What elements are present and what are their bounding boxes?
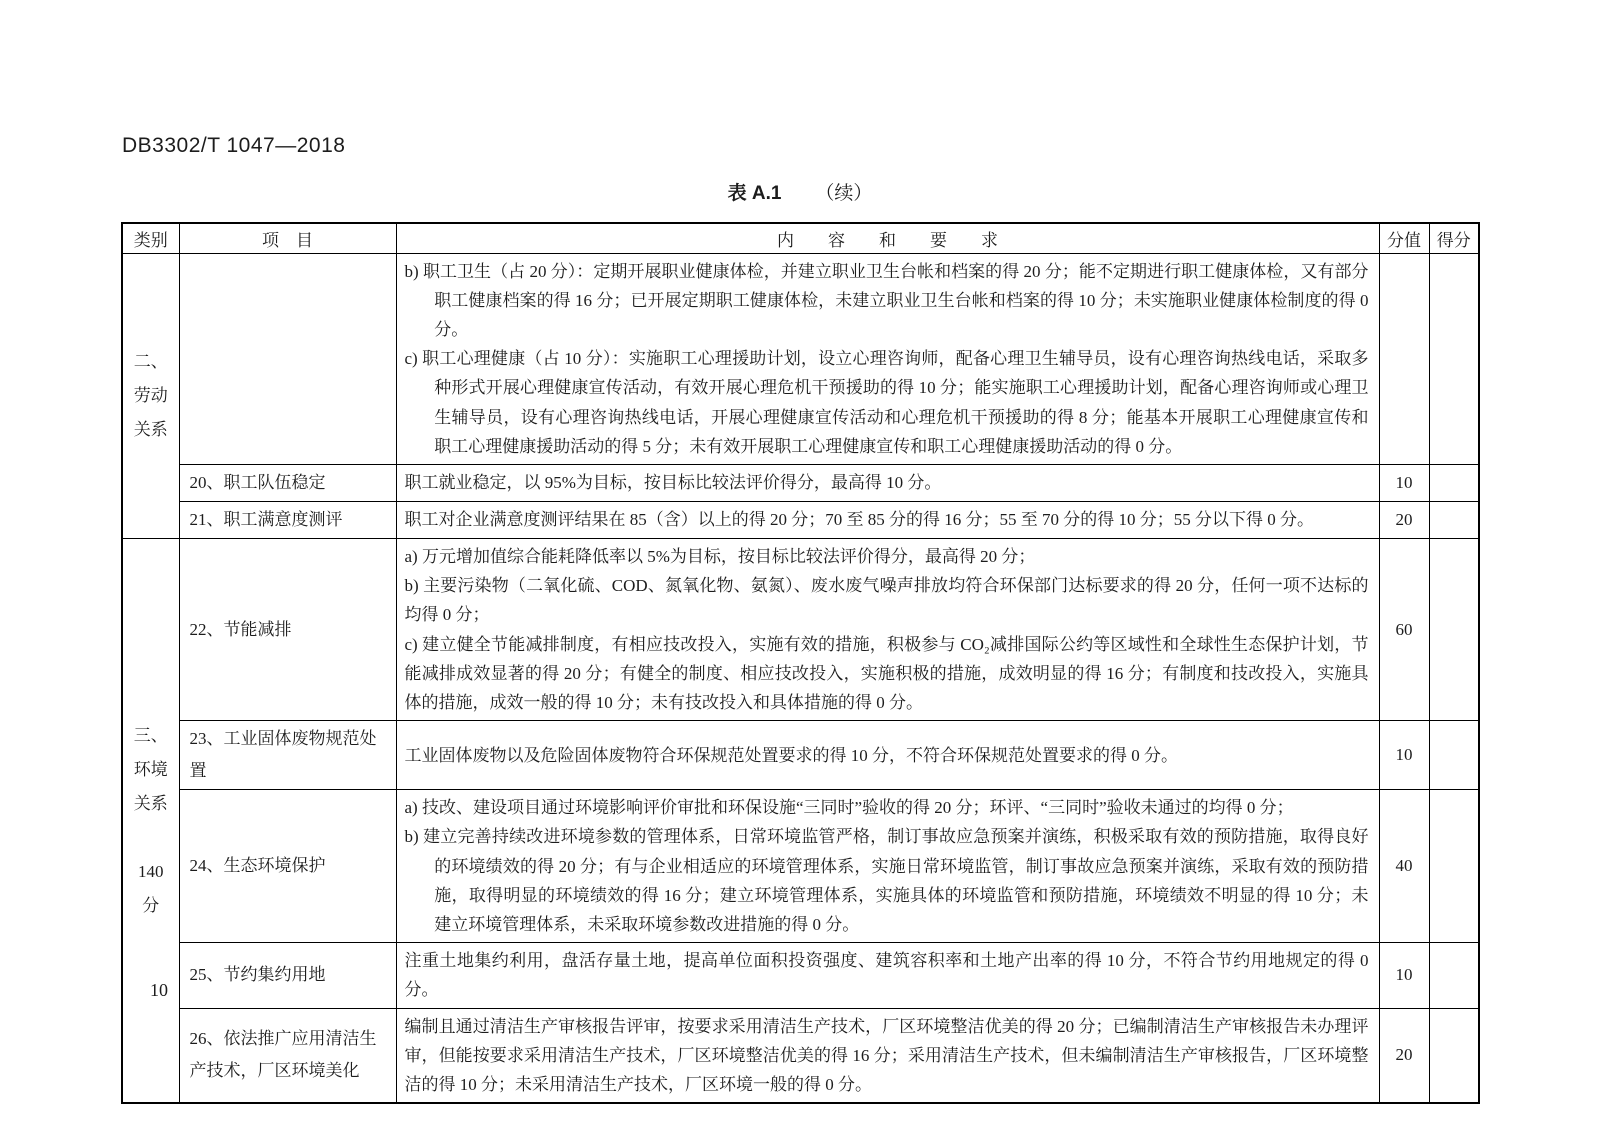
page-number: 10 [150, 980, 168, 1000]
points-cell [1429, 253, 1479, 464]
header-score: 分值 [1379, 223, 1429, 253]
score-cell: 10 [1379, 721, 1429, 790]
category-line [127, 821, 175, 855]
item-cell-23: 23、工业固体废物规范处置 [179, 721, 396, 790]
table-row [122, 1008, 1479, 1103]
category-line: 关系 [133, 419, 168, 439]
points-cell [1429, 1008, 1479, 1103]
header-content: 内 容 和 要 求 [396, 223, 1379, 253]
content-cell [396, 721, 1379, 790]
item-cell-24: 24、生态环境保护 [179, 790, 396, 943]
category-line: 环境 [133, 759, 168, 779]
content-cell [396, 943, 1379, 1008]
points-cell [1429, 721, 1479, 790]
points-cell [1429, 943, 1479, 1008]
table-row [122, 501, 1479, 538]
item-cell-20: 20、职工队伍稳定 [179, 464, 396, 501]
content-paragraph: c) 职工心理健康（占 10 分）：实施职工心理援助计划，设立心理咨询师，配备心理卫生辅导员，设有心理咨询热线电话，采取多种形式开展心理健康宣传活动，有效开展心理危机干预援助的得 10 分；能实施职工心理援助计划，配备心理咨询师或心理卫生辅导员，设有心理咨询热线电话，开展心理健康宣传活动和心理危机干预援助的得 8 分；能基本开展职工心理健康宣传和职工心理健康援助活动的得 5 分；未有效开展职工心理健康宣传和职工心理健康援助活动的得 0 分。 [404, 349, 1369, 456]
content-paragraph: c) 建立健全节能减排制度，有相应技改投入，实施有效的措施，积极参与 CO₂减排国际公约等区域性和全球性生态保护计划，节能减排成效显著的得 20 分；有健全的制度、相应技改投入，实施积极的措施，成效明显的得 16 分；有制度和技改投入，实施具体的措施，成效一般的得 10 分；未有技改投入和具体措施的得 0 分。 [404, 634, 1369, 712]
score-cell: 20 [1379, 1008, 1429, 1103]
category-cell-environment [122, 538, 179, 1103]
score-cell: 10 [1379, 943, 1429, 1008]
content-paragraph: 职工对企业满意度测评结果在 85（含）以上的得 20 分；70 至 85 分的得 16 分；55 至 70 分的得 10 分；55 分以下得 0 分。 [404, 510, 1314, 530]
points-cell [1429, 464, 1479, 501]
evaluation-table [121, 222, 1480, 1104]
category-line: 140 [138, 861, 164, 881]
category-line: 二、 [133, 351, 168, 371]
category-line: 关系 [133, 793, 168, 813]
content-paragraph: 职工就业稳定，以 95%为目标，按目标比较法评价得分，最高得 10 分。 [404, 473, 942, 493]
content-paragraph: b) 主要污染物（二氧化硫、COD、氮氧化物、氨氮）、废水废气噪声排放均符合环保部门达标要求的得 20 分，任何一项不达标的均得 0 分； [404, 576, 1369, 625]
table-row [122, 538, 1479, 720]
content-cell [396, 790, 1379, 943]
content-cell [396, 1008, 1379, 1103]
content-paragraph: b) 职工卫生（占 20 分）：定期开展职业健康体检，并建立职业卫生台帐和档案的得 20 分；能不定期进行职工健康体检，又有部分职工健康档案的得 16 分；已开展定期职工健康体检，未建立职业卫生台帐和档案的得 10 分；未实施职业健康体检制度的得 0 分。 [404, 261, 1369, 339]
content-paragraph: 编制且通过清洁生产审核报告评审，按要求采用清洁生产技术，厂区环境整洁优美的得 20 分；已编制清洁生产审核报告未办理评审，但能按要求采用清洁生产技术，厂区环境整洁优美的得 16 分；采用清洁生产技术，但未编制清洁生产审核报告，厂区环境整洁的得 10 分；未采用清洁生产技术，厂区环境一般的得 0 分。 [404, 1016, 1369, 1094]
header-points: 得分 [1429, 223, 1479, 253]
category-line: 劳动 [133, 385, 168, 405]
content-cell [396, 501, 1379, 538]
header-item: 项 目 [179, 223, 396, 253]
score-cell [1379, 253, 1429, 464]
item-cell-21: 21、职工满意度测评 [179, 501, 396, 538]
category-line: 三、 [133, 725, 168, 745]
table-title [0, 178, 1600, 205]
item-cell-22: 22、节能减排 [179, 538, 396, 720]
content-paragraph: 工业固体废物以及危险固体废物符合环保规范处置要求的得 10 分，不符合环保规范处置要求的得 0 分。 [404, 745, 1178, 765]
header-category: 类别 [122, 223, 179, 253]
item-cell-26: 26、依法推广应用清洁生产技术，厂区环境美化 [179, 1008, 396, 1103]
content-paragraph: b) 建立完善持续改进环境参数的管理体系，日常环境监管严格，制订事故应急预案并演练，积极采取有效的预防措施，取得良好的环境绩效的得 20 分；有与企业相适应的环境管理体系，实施日常环境监管，制订事故应急预案并演练，采取有效的预防措施，取得明显的环境绩效的得 16 分；建立环境管理体系，实施具体的环境监管和预防措施，环境绩效不明显的得 10 分；未建立环境管理体系，未采取环境参数改进措施的得 0 分。 [404, 827, 1369, 934]
points-cell [1429, 538, 1479, 720]
content-paragraph: a) 万元增加值综合能耗降低率以 5%为目标，按目标比较法评价得分，最高得 20 分； [404, 546, 1036, 566]
points-cell [1429, 790, 1479, 943]
table-row [122, 790, 1479, 943]
category-cell-labor [122, 253, 179, 538]
content-cell [396, 253, 1379, 464]
points-cell [1429, 501, 1479, 538]
table-header-row [122, 223, 1479, 253]
item-cell-25: 25、节约集约用地 [179, 943, 396, 1008]
table-title-number: 表 A.1 [727, 183, 782, 204]
table-row [122, 464, 1479, 501]
item-cell-continuation [179, 253, 396, 464]
score-cell: 60 [1379, 538, 1429, 720]
content-cell [396, 464, 1379, 501]
table-row [122, 253, 1479, 464]
table-row [122, 943, 1479, 1008]
content-cell [396, 538, 1379, 720]
score-cell: 10 [1379, 464, 1429, 501]
table-title-continued: （续） [815, 183, 873, 204]
score-cell: 20 [1379, 501, 1429, 538]
table-row [122, 721, 1479, 790]
score-cell: 40 [1379, 790, 1429, 943]
category-line: 分 [142, 895, 160, 915]
content-paragraph: a) 技改、建设项目通过环境影响评价审批和环保设施“三同时”验收的得 20 分；环评、“三同时”验收未通过的均得 0 分； [404, 798, 1294, 818]
content-paragraph: 注重土地集约利用，盘活存量土地，提高单位面积投资强度、建筑容积率和土地产出率的得 10 分，不符合节约用地规定的得 0 分。 [404, 951, 1369, 1000]
doc-code: DB3302/T 1047—2018 [122, 134, 346, 157]
